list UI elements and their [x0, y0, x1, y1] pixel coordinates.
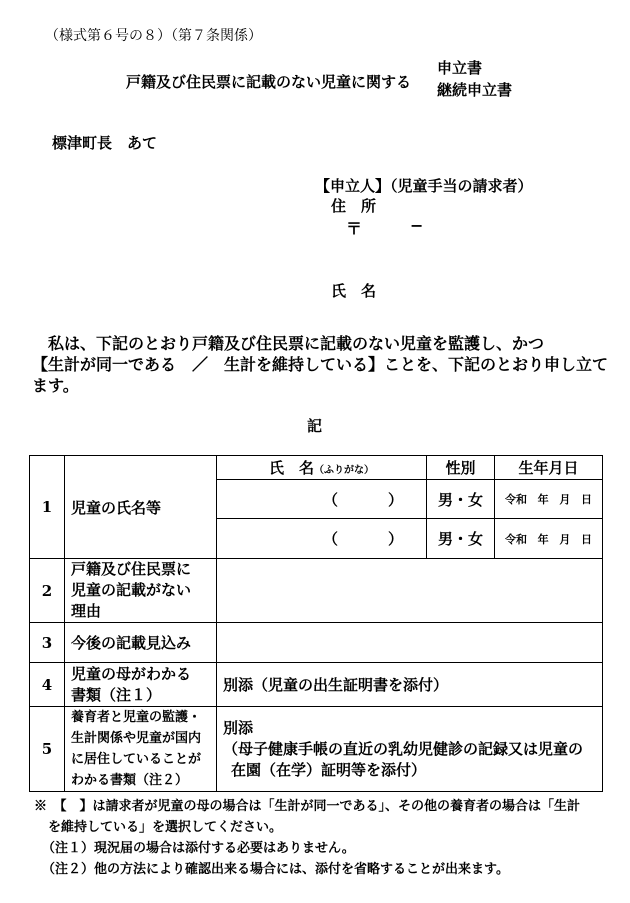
row2-number: 2	[30, 559, 65, 623]
col-sex-header: 性別	[427, 456, 495, 480]
row4-label: 児童の母がわかる 書類（注１）	[65, 663, 217, 707]
note-2: （注２）他の方法により確認出来る場合には、添付を省略することが出来ます。	[42, 862, 509, 877]
title-option-continuing: 継続申立書	[437, 81, 513, 99]
ki-marker: 記	[307, 417, 323, 435]
asterisk-note-line-1: ※ 【 】は請求者が児童の母の場合は「生計が同一である」、その他の養育者の場合は「生計	[34, 799, 581, 814]
row1-label: 児童の氏名等	[65, 456, 217, 559]
row4-content: 別添（児童の出生証明書を添付）	[217, 663, 603, 707]
row5-number: 5	[30, 707, 65, 792]
child-dob-field-1[interactable]: 令和 年 月 日	[495, 480, 603, 519]
child-name-field-1[interactable]: （ ）	[217, 480, 427, 519]
statement-line-1: 私は、下記のとおり戸籍及び住民票に記載のない児童を監護し、かつ	[48, 334, 545, 353]
row3-number: 3	[30, 623, 65, 663]
col-name-header: 氏 名（ふりがな）	[217, 456, 427, 480]
child-sex-field-2[interactable]: 男・女	[427, 519, 495, 559]
postal-mark: 〒	[346, 219, 363, 238]
form-table	[29, 455, 603, 792]
row4-number: 4	[30, 663, 65, 707]
row1-number: 1	[30, 456, 65, 559]
asterisk-note-line-2: を維持している」を選択してください。	[48, 820, 283, 835]
applicant-heading: 【申立人】（児童手当の請求者）	[315, 177, 533, 195]
statement-line-3: ます。	[32, 376, 79, 395]
row2-label: 戸籍及び住民票に 児童の記載がない 理由	[65, 559, 217, 623]
postal-dash: −	[410, 216, 424, 235]
form-title: 戸籍及び住民票に記載のない児童に関する	[126, 73, 412, 91]
addressee: 標津町長 あて	[52, 134, 158, 152]
address-label: 住 所	[331, 197, 377, 215]
child-name-field-2[interactable]: （ ）	[217, 519, 427, 559]
statement-line-2: 【生計が同一である ／ 生計を維持している】ことを、下記のとおり申し立て	[32, 355, 609, 374]
col-dob-header: 生年月日	[495, 456, 603, 480]
note-1: （注１）現況届の場合は添付する必要はありません。	[42, 841, 355, 856]
form-number: （様式第６号の８）（第７条関係）	[45, 28, 262, 44]
child-dob-field-2[interactable]: 令和 年 月 日	[495, 519, 603, 559]
row5-content: 別添 （母子健康手帳の直近の乳幼児健診の記録又は児童の 在園（在学）証明等を添付）	[217, 707, 603, 792]
name-label: 氏 名	[331, 282, 377, 300]
future-registration-field[interactable]	[217, 623, 603, 663]
row3-label: 今後の記載見込み	[65, 623, 217, 663]
row5-label: 養育者と児童の監護・ 生計関係や児童が国内 に居住していることが わかる書類（注２）	[65, 707, 217, 792]
reason-not-recorded-field[interactable]	[217, 559, 603, 623]
child-sex-field-1[interactable]: 男・女	[427, 480, 495, 519]
title-option-application: 申立書	[437, 59, 483, 77]
